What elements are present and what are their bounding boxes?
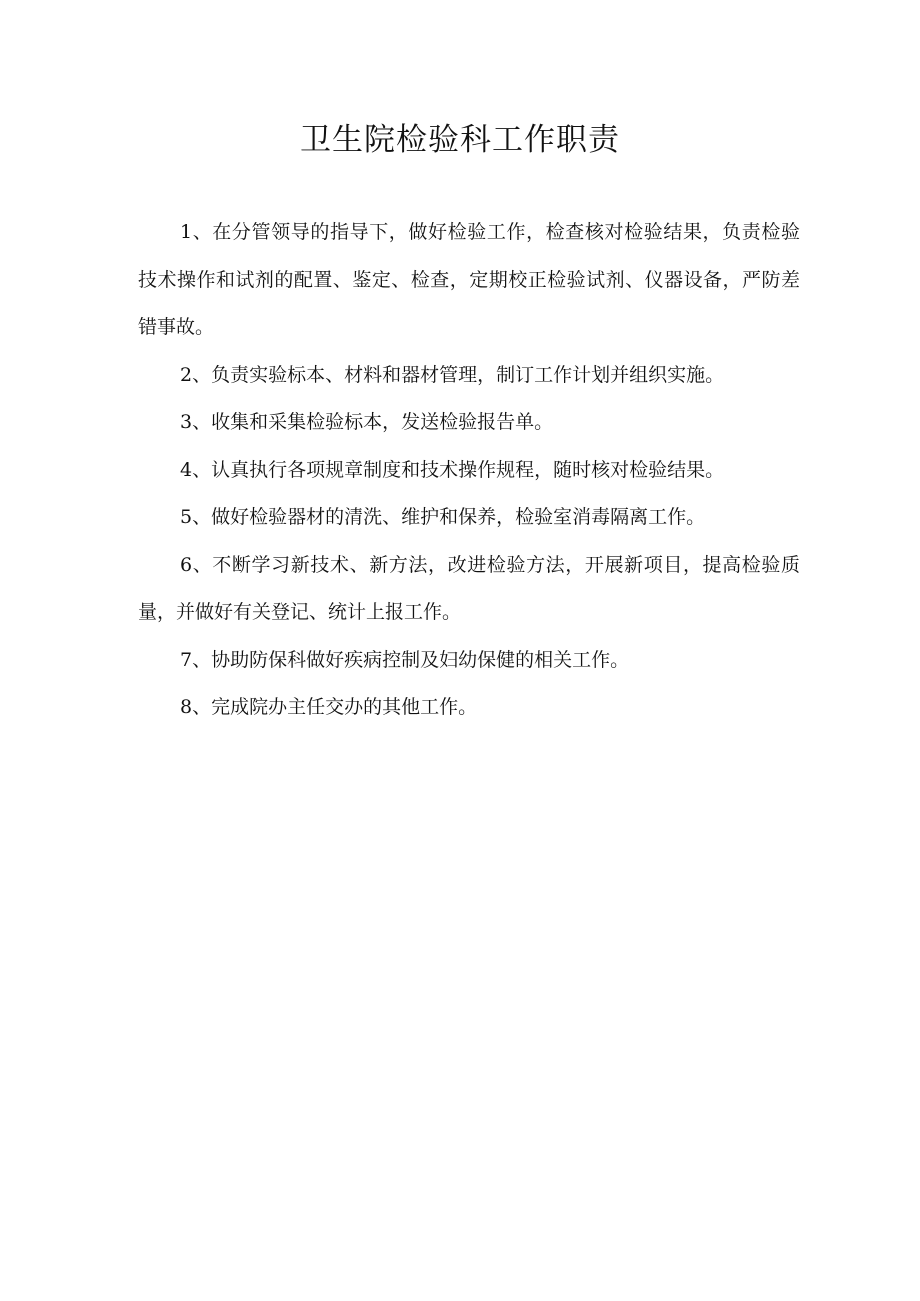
duty-item-3: 3、收集和采集检验标本，发送检验报告单。: [180, 411, 554, 433]
duty-item-5: 5、做好检验器材的清洗、维护和保养，检验室消毒隔离工作。: [180, 506, 706, 528]
document-title: 卫生院检验科工作职责: [300, 122, 620, 158]
document-body: [138, 209, 800, 732]
duty-item-8: 8、完成院办主任交办的其他工作。: [180, 696, 478, 718]
duty-item-4: 4、认真执行各项规章制度和技术操作规程，随时核对检验结果。: [180, 458, 725, 481]
duty-item-7: 7、协助防保科做好疾病控制及妇幼保健的相关工作。: [180, 648, 630, 671]
duty-item-1: 1、在分管领导的指导下，做好检验工作，检查核对检验结果，负责检验技术操作和试剂的配置、鉴定、检查，定期校正检验试剂、仪器设备，严防差错事故。: [138, 221, 800, 338]
duty-item-2: 2、负责实验标本、材料和器材管理，制订工作计划并组织实施。: [180, 363, 725, 386]
duty-item-6: 6、不断学习新技术、新方法，改进检验方法，开展新项目，提高检验质量，并做好有关登记、统计上报工作。: [138, 553, 800, 623]
